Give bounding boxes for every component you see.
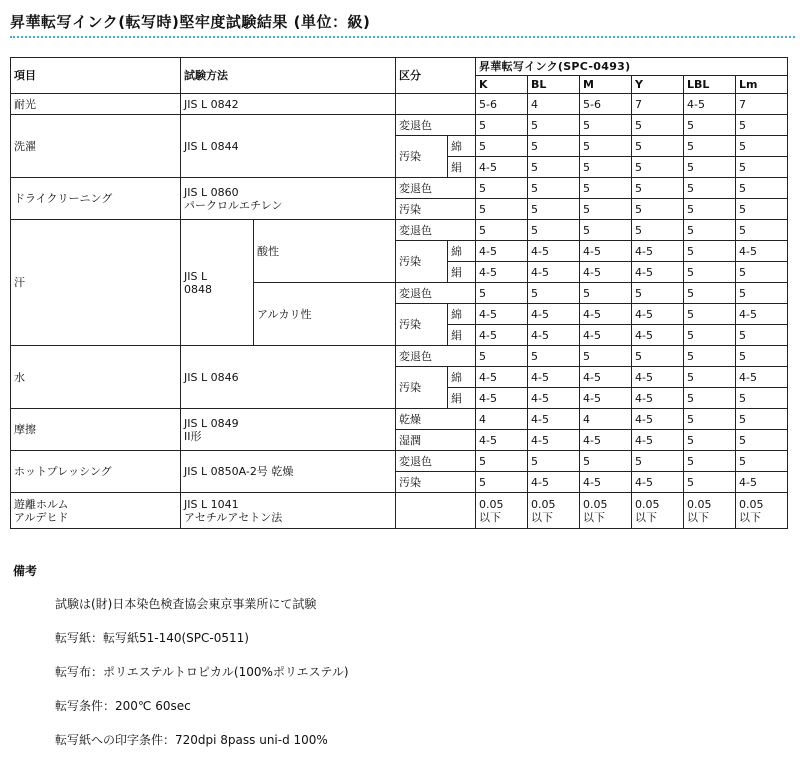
- value-cell: 5: [476, 115, 528, 136]
- empty-cell: [396, 493, 476, 529]
- value-cell: 5: [528, 136, 580, 157]
- value-cell: 4-5: [632, 262, 684, 283]
- category-cell: 変退色: [396, 451, 476, 472]
- value-cell: 4-5: [632, 430, 684, 451]
- value-cell: 4-5: [528, 304, 580, 325]
- value-cell: 5: [736, 220, 788, 241]
- value-cell: 5: [580, 136, 632, 157]
- color-header: Lm: [736, 76, 788, 94]
- value-cell: 4-5: [632, 241, 684, 262]
- value-cell: 5: [684, 451, 736, 472]
- value-cell: 5: [684, 472, 736, 493]
- color-header: Y: [632, 76, 684, 94]
- value-cell: 4-5: [528, 430, 580, 451]
- color-header: BL: [528, 76, 580, 94]
- value-cell: 4-5: [528, 388, 580, 409]
- row-method-line: アセチルアセトン法: [184, 510, 283, 524]
- value-cell: 5: [632, 283, 684, 304]
- fabric-cell: 絹: [448, 325, 476, 346]
- row-method-line: パークロルエチレン: [184, 198, 283, 212]
- value-cell: 0.05 以下: [528, 493, 580, 529]
- row-item: 水: [11, 346, 181, 409]
- value-cell: 0.05 以下: [684, 493, 736, 529]
- value-cell: 5: [684, 283, 736, 304]
- value-cell: 5: [736, 409, 788, 430]
- row-method-line: JIS L 0849: [184, 416, 239, 430]
- value-cell: 0.05 以下: [580, 493, 632, 529]
- value-cell: 5: [684, 199, 736, 220]
- row-item: 摩擦: [11, 409, 181, 451]
- fabric-cell: 絹: [448, 388, 476, 409]
- value-cell: 5: [528, 220, 580, 241]
- value-cell: 5: [684, 346, 736, 367]
- value-cell: 5: [580, 115, 632, 136]
- value-cell: 4-5: [580, 304, 632, 325]
- value-cell: 5: [528, 199, 580, 220]
- value-cell: 4-5: [736, 241, 788, 262]
- empty-cell: [396, 94, 476, 115]
- category-cell: 汚染: [396, 199, 476, 220]
- value-cell: 5: [736, 199, 788, 220]
- header-item: 項目: [11, 58, 181, 94]
- category-cell: 汚染: [396, 136, 448, 178]
- value-cell: 4-5: [632, 472, 684, 493]
- value-cell: 4-5: [476, 388, 528, 409]
- header-category: 区分: [396, 58, 476, 94]
- title-divider: [10, 36, 795, 38]
- value-cell: 5: [632, 199, 684, 220]
- value-cell: 4-5: [528, 409, 580, 430]
- value-cell: 4-5: [580, 367, 632, 388]
- value-cell: 4: [476, 409, 528, 430]
- value-cell: 7: [632, 94, 684, 115]
- value-cell: 4-5: [580, 262, 632, 283]
- value-cell: 5: [684, 388, 736, 409]
- value-cell: 5: [476, 283, 528, 304]
- value-cell: 4-5: [476, 430, 528, 451]
- value-cell: 7: [736, 94, 788, 115]
- value-cell: 4-5: [476, 157, 528, 178]
- row-method-line: II形: [184, 429, 202, 443]
- value-cell: 4-5: [476, 304, 528, 325]
- value-cell: 5: [736, 157, 788, 178]
- row-item: 汗: [11, 220, 181, 346]
- row-item: ホットプレッシング: [11, 451, 181, 493]
- color-header: K: [476, 76, 528, 94]
- header-ink: 昇華転写インク(SPC-0493): [476, 58, 788, 76]
- value-cell: 4-5: [580, 430, 632, 451]
- value-cell: 5: [632, 451, 684, 472]
- value-cell: 5: [580, 451, 632, 472]
- value-cell: 5: [632, 178, 684, 199]
- value-cell: 5: [684, 409, 736, 430]
- value-cell: 5: [476, 199, 528, 220]
- value-cell: 5: [476, 451, 528, 472]
- value-cell: 5: [736, 178, 788, 199]
- fabric-cell: 綿: [448, 136, 476, 157]
- value-cell: 5: [684, 178, 736, 199]
- value-cell: 5: [632, 346, 684, 367]
- row-method-line: JIS L 0860: [184, 185, 239, 199]
- row-method: JIS L 0844: [181, 115, 396, 178]
- value-cell: 5-6: [476, 94, 528, 115]
- value-cell: 5: [632, 220, 684, 241]
- row-method: JIS L 0850A-2号 乾燥: [181, 451, 396, 493]
- row-item-line: 遊離ホルム: [14, 497, 69, 511]
- value-cell: 5: [736, 283, 788, 304]
- category-cell: 変退色: [396, 220, 476, 241]
- note-item: 転写条件：200℃ 60sec: [55, 699, 191, 713]
- value-cell: 5: [684, 304, 736, 325]
- value-cell: 4-5: [580, 472, 632, 493]
- value-cell: 5: [736, 262, 788, 283]
- fabric-cell: 綿: [448, 241, 476, 262]
- value-cell: 5: [736, 388, 788, 409]
- value-cell: 4-5: [528, 472, 580, 493]
- value-cell: 4-5: [528, 241, 580, 262]
- value-cell: 4-5: [632, 325, 684, 346]
- row-method: [181, 178, 396, 220]
- category-cell: 変退色: [396, 283, 476, 304]
- value-cell: 4-5: [528, 367, 580, 388]
- value-cell: 5: [684, 115, 736, 136]
- value-cell: 5: [684, 262, 736, 283]
- value-cell: 5: [476, 346, 528, 367]
- value-cell: 4-5: [632, 367, 684, 388]
- header-method: 試験方法: [181, 58, 396, 94]
- value-cell: 4-5: [632, 388, 684, 409]
- fabric-cell: 綿: [448, 304, 476, 325]
- value-cell: 4-5: [736, 472, 788, 493]
- value-cell: 5: [528, 115, 580, 136]
- value-cell: 5: [476, 472, 528, 493]
- value-cell: 4-5: [476, 241, 528, 262]
- value-cell: 4-5: [684, 94, 736, 115]
- value-cell: 5: [476, 220, 528, 241]
- notes-heading: 備考: [13, 564, 38, 578]
- value-cell: 4-5: [580, 241, 632, 262]
- value-cell: 5: [736, 115, 788, 136]
- value-cell: 5: [684, 136, 736, 157]
- value-cell: 5: [632, 115, 684, 136]
- value-cell: 4: [580, 409, 632, 430]
- fabric-cell: 絹: [448, 157, 476, 178]
- value-cell: 5: [580, 283, 632, 304]
- category-cell: 変退色: [396, 115, 476, 136]
- fabric-cell: 絹: [448, 262, 476, 283]
- value-cell: 4-5: [528, 325, 580, 346]
- value-cell: 4-5: [736, 367, 788, 388]
- value-cell: 5: [736, 325, 788, 346]
- value-cell: 5: [684, 367, 736, 388]
- value-cell: 4: [528, 94, 580, 115]
- category-cell: 乾燥: [396, 409, 476, 430]
- page-title: 昇華転写インク(転写時)堅牢度試験結果 (単位：級): [10, 13, 371, 31]
- row-method: [181, 493, 396, 529]
- value-cell: 5: [684, 220, 736, 241]
- value-cell: 5: [476, 178, 528, 199]
- value-cell: 4-5: [632, 409, 684, 430]
- value-cell: 4-5: [580, 325, 632, 346]
- value-cell: 0.05 以下: [736, 493, 788, 529]
- value-cell: 5: [528, 178, 580, 199]
- value-cell: 5: [580, 157, 632, 178]
- value-cell: 5: [632, 136, 684, 157]
- fabric-cell: 綿: [448, 367, 476, 388]
- category-cell: 変退色: [396, 346, 476, 367]
- note-item: 試験は(財)日本染色検査協会東京事業所にて試験: [55, 597, 317, 611]
- row-method: JIS L 0842: [181, 94, 396, 115]
- value-cell: 5: [528, 283, 580, 304]
- value-cell: 5: [580, 199, 632, 220]
- note-item: 転写紙：転写紙51-140(SPC-0511): [55, 631, 249, 645]
- value-cell: 4-5: [736, 304, 788, 325]
- row-item: [11, 493, 181, 529]
- category-cell: 変退色: [396, 178, 476, 199]
- row-method-line: JIS L 1041: [184, 497, 239, 511]
- value-cell: 5: [684, 157, 736, 178]
- value-cell: 5: [736, 451, 788, 472]
- color-header: M: [580, 76, 632, 94]
- row-method: JIS L 0846: [181, 346, 396, 409]
- category-cell: 汚染: [396, 304, 448, 346]
- row-method-line: JIS L: [184, 269, 208, 283]
- value-cell: 0.05 以下: [476, 493, 528, 529]
- subgroup-cell: アルカリ性: [254, 283, 396, 346]
- value-cell: 5: [476, 136, 528, 157]
- category-cell: 湿潤: [396, 430, 476, 451]
- value-cell: 5: [736, 430, 788, 451]
- value-cell: 5-6: [580, 94, 632, 115]
- value-cell: 5: [684, 325, 736, 346]
- value-cell: 5: [580, 220, 632, 241]
- category-cell: 汚染: [396, 241, 448, 283]
- value-cell: 5: [528, 346, 580, 367]
- value-cell: 4-5: [632, 304, 684, 325]
- value-cell: 0.05 以下: [632, 493, 684, 529]
- value-cell: 5: [528, 157, 580, 178]
- subgroup-cell: 酸性: [254, 220, 396, 283]
- notes-list: [55, 596, 349, 766]
- category-cell: 汚染: [396, 367, 448, 409]
- row-item-line: アルデヒド: [14, 510, 69, 524]
- color-header: LBL: [684, 76, 736, 94]
- value-cell: 4-5: [476, 325, 528, 346]
- value-cell: 5: [736, 346, 788, 367]
- value-cell: 5: [736, 136, 788, 157]
- value-cell: 4-5: [476, 262, 528, 283]
- value-cell: 4-5: [580, 388, 632, 409]
- value-cell: 5: [684, 430, 736, 451]
- row-item: 洗濯: [11, 115, 181, 178]
- note-item: 転写紙への印字条件：720dpi 8pass uni-d 100%: [55, 733, 328, 747]
- value-cell: 4-5: [476, 367, 528, 388]
- value-cell: 5: [684, 241, 736, 262]
- row-item: ドライクリーニング: [11, 178, 181, 220]
- note-item: 転写布：ポリエステルトロピカル(100%ポリエステル): [55, 665, 349, 679]
- value-cell: 5: [580, 346, 632, 367]
- row-method: [181, 220, 254, 346]
- test-results-table: [10, 57, 788, 529]
- row-method: [181, 409, 396, 451]
- value-cell: 5: [580, 178, 632, 199]
- row-method-line: 0848: [184, 282, 212, 296]
- value-cell: 5: [632, 157, 684, 178]
- row-item: 耐光: [11, 94, 181, 115]
- category-cell: 汚染: [396, 472, 476, 493]
- value-cell: 5: [528, 451, 580, 472]
- value-cell: 4-5: [528, 262, 580, 283]
